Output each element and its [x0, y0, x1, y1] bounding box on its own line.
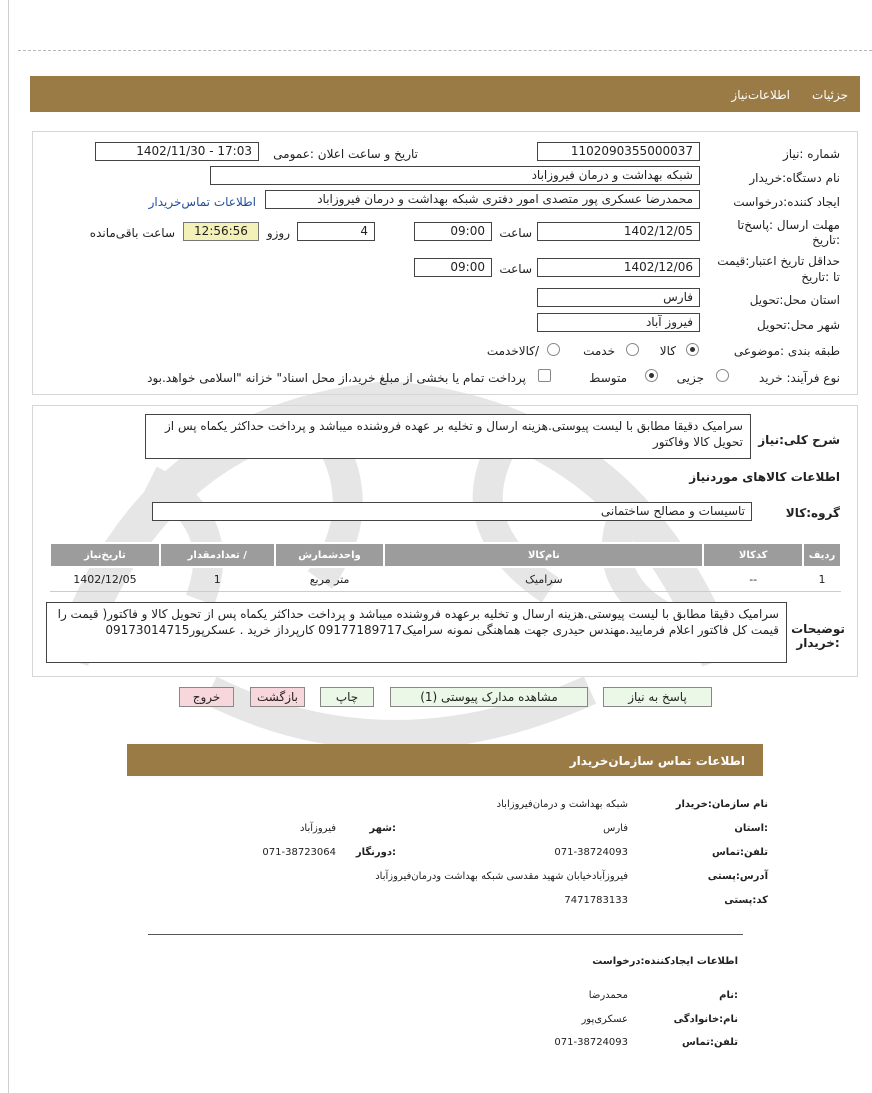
exit-button[interactable]: خروج — [179, 687, 234, 707]
need-number-field: 1102090355000037 — [537, 142, 700, 161]
print-button[interactable]: چاپ — [320, 687, 374, 707]
deadline-time-field: 09:00 — [414, 222, 492, 241]
deadline-label-1: مهلت ارسال :پاسخ‌تا — [737, 218, 840, 232]
contact-phone-value: 071-38724093 — [554, 847, 628, 858]
group-label: گروه:کالا — [785, 506, 840, 520]
city-field: فیروز آباد — [537, 313, 700, 332]
process-radio-minor[interactable] — [716, 369, 729, 382]
creator-name-label: :نام — [719, 990, 738, 1001]
category-radio-goods[interactable] — [686, 343, 699, 356]
contact-address-value: فیروزآبادخیابان شهید مقدسی شبکه بهداشت ودرمان‌فیروزآباد — [375, 871, 628, 882]
cell-name: سرامیک — [384, 567, 703, 591]
city-label: شهر محل:تحویل — [756, 318, 840, 332]
validity-time-field: 09:00 — [414, 258, 492, 277]
goods-table-wrap — [49, 542, 842, 592]
left-border — [8, 0, 9, 1093]
days-label: روزو — [266, 226, 290, 240]
category-option-goods-service: /کالاخدمت — [486, 344, 539, 358]
buyer-contact-link[interactable]: اطلاعات تماس‌خریدار — [148, 195, 256, 209]
validity-label-1: حداقل تاریخ اعتبار:قیمت — [717, 254, 840, 268]
col-code: کدکالا — [703, 543, 803, 567]
contact-city-label: :شهر — [369, 823, 396, 834]
col-date: تاریخ‌نیاز — [50, 543, 160, 567]
category-radio-service[interactable] — [626, 343, 639, 356]
process-option-medium: متوسط — [589, 371, 627, 385]
validity-time-label: ساعت — [499, 262, 532, 276]
summary-text: سرامیک دقیقا مطابق با لیست پیوستی.هزینه ارسال و تخلیه بر عهده فروشنده میباشد و پرداخت حداکثر یکماه پس از تحویل کالا وفاکتور — [145, 414, 751, 459]
col-name: نام‌کالا — [384, 543, 703, 567]
deadline-time-label: ساعت — [499, 226, 532, 240]
deadline-date-field: 1402/12/05 — [537, 222, 700, 241]
goods-table-header — [50, 543, 841, 567]
contact-postal-value: 7471783133 — [564, 895, 628, 906]
contact-fax-value: 071-38723064 — [262, 847, 336, 858]
contact-fax-label: :دورنگار — [355, 847, 396, 858]
contact-bar-title: اطلاعات تماس سازمان‌خریدار — [569, 754, 745, 768]
buyer-org-label: نام دستگاه:خریدار — [749, 171, 840, 185]
creator-label: ایجاد کننده:درخواست — [733, 195, 840, 209]
cell-row: 1 — [803, 567, 841, 591]
creator-section-title: اطلاعات ایجادکننده:درخواست — [592, 956, 738, 967]
creator-field: محمدرضا عسکری پور متصدی امور دفتری شبکه بهداشت و درمان فیروزاباد — [265, 190, 700, 209]
cell-unit: متر مربع — [275, 567, 385, 591]
col-qty: / تعدادمقدار — [160, 543, 275, 567]
province-field: فارس — [537, 288, 700, 307]
contact-divider — [148, 934, 743, 935]
creator-family-label: نام:خانوادگی — [673, 1014, 738, 1025]
col-row: ردیف — [803, 543, 841, 567]
contact-phone-label: تلفن:تماس — [711, 847, 768, 858]
creator-phone-value: 071-38724093 — [554, 1037, 628, 1048]
treasury-payment-checkbox[interactable] — [538, 369, 551, 382]
remaining-time-label: ساعت باقی‌مانده — [89, 226, 175, 240]
announce-date-label: تاریخ و ساعت اعلان :عمومی — [273, 147, 418, 161]
category-radio-goods-service[interactable] — [547, 343, 560, 356]
need-number-label: شماره :نیاز — [783, 147, 840, 161]
contact-org-label: نام سازمان:خریدار — [675, 799, 768, 810]
contact-address-label: آدرس:پستی — [707, 871, 768, 882]
category-option-goods: کالا — [659, 344, 676, 358]
province-label: استان محل:تحویل — [749, 293, 840, 307]
remaining-time-field: 12:56:56 — [183, 222, 259, 241]
creator-phone-label: تلفن:تماس — [681, 1037, 738, 1048]
cell-date: 1402/12/05 — [50, 567, 160, 591]
tab-details[interactable]: جزئیات — [812, 88, 848, 102]
announce-date-field: 1402/11/30 - 17:03 — [95, 142, 259, 161]
buyer-notes-label: توضیحات :خریدار — [791, 622, 845, 650]
cell-qty: 1 — [160, 567, 275, 591]
treasury-payment-note: پرداخت تمام یا بخشی از مبلغ خرید،از محل اسناد" خزانه "اسلامی خواهد.بود — [147, 371, 526, 385]
view-attachments-button[interactable]: مشاهده مدارک پیوستی (1) — [390, 687, 588, 707]
buyer-notes-text: سرامیک دقیقا مطابق با لیست پیوستی.هزینه ارسال و تخلیه برعهده فروشنده میباشد و پرداخت حداکثر یکماه پس از تحویل کالا و فاکتور( قیمت را قیمت کل فاکتور اعلام فرمایید.مهندس حیدری جهت هماهنگی نمونه سرامیک09177189717 کارپرداز خرید . عسکرپور09173014715 — [46, 602, 787, 663]
creator-family-value: عسکری‌پور — [581, 1014, 628, 1025]
contact-province-value: فارس — [603, 823, 628, 834]
reply-button[interactable]: پاسخ به نیاز — [603, 687, 712, 707]
col-unit: واحدشمارش — [275, 543, 385, 567]
cell-code: -- — [703, 567, 803, 591]
tab-need-info[interactable]: اطلاعات‌نیاز — [731, 88, 790, 102]
contact-postal-label: کد:پستی — [724, 895, 768, 906]
deadline-label-2: :تاریخ — [812, 233, 840, 247]
goods-info-title: اطلاعات کالاهای موردنیاز — [689, 470, 840, 484]
group-field: تاسیسات و مصالح ساختمانی — [152, 502, 752, 521]
validity-label-2: تا :تاریخ — [801, 270, 840, 284]
back-button[interactable]: بازگشت — [250, 687, 305, 707]
contact-org-value: شبکه بهداشت و درمان‌فیروزاباد — [496, 799, 628, 810]
process-label: نوع فرآیند: خرید — [759, 371, 840, 385]
process-radio-medium[interactable] — [645, 369, 658, 382]
buyer-org-field: شبکه بهداشت و درمان فیروزاباد — [210, 166, 700, 185]
header-bar — [30, 76, 860, 112]
days-field: 4 — [297, 222, 375, 241]
summary-label: شرح کلی:نیاز — [758, 433, 840, 447]
table-row — [50, 567, 841, 591]
contact-bar — [127, 744, 763, 776]
category-option-service: خدمت — [583, 344, 615, 358]
process-option-minor: جزیی — [676, 371, 704, 385]
goods-table — [49, 542, 842, 592]
contact-province-label: :استان — [734, 823, 768, 834]
top-divider — [18, 50, 872, 51]
category-label: طبقه بندی :موضوعی — [733, 344, 840, 358]
creator-name-value: محمدرضا — [588, 990, 628, 1001]
contact-city-value: فیروزآباد — [299, 823, 336, 834]
validity-date-field: 1402/12/06 — [537, 258, 700, 277]
